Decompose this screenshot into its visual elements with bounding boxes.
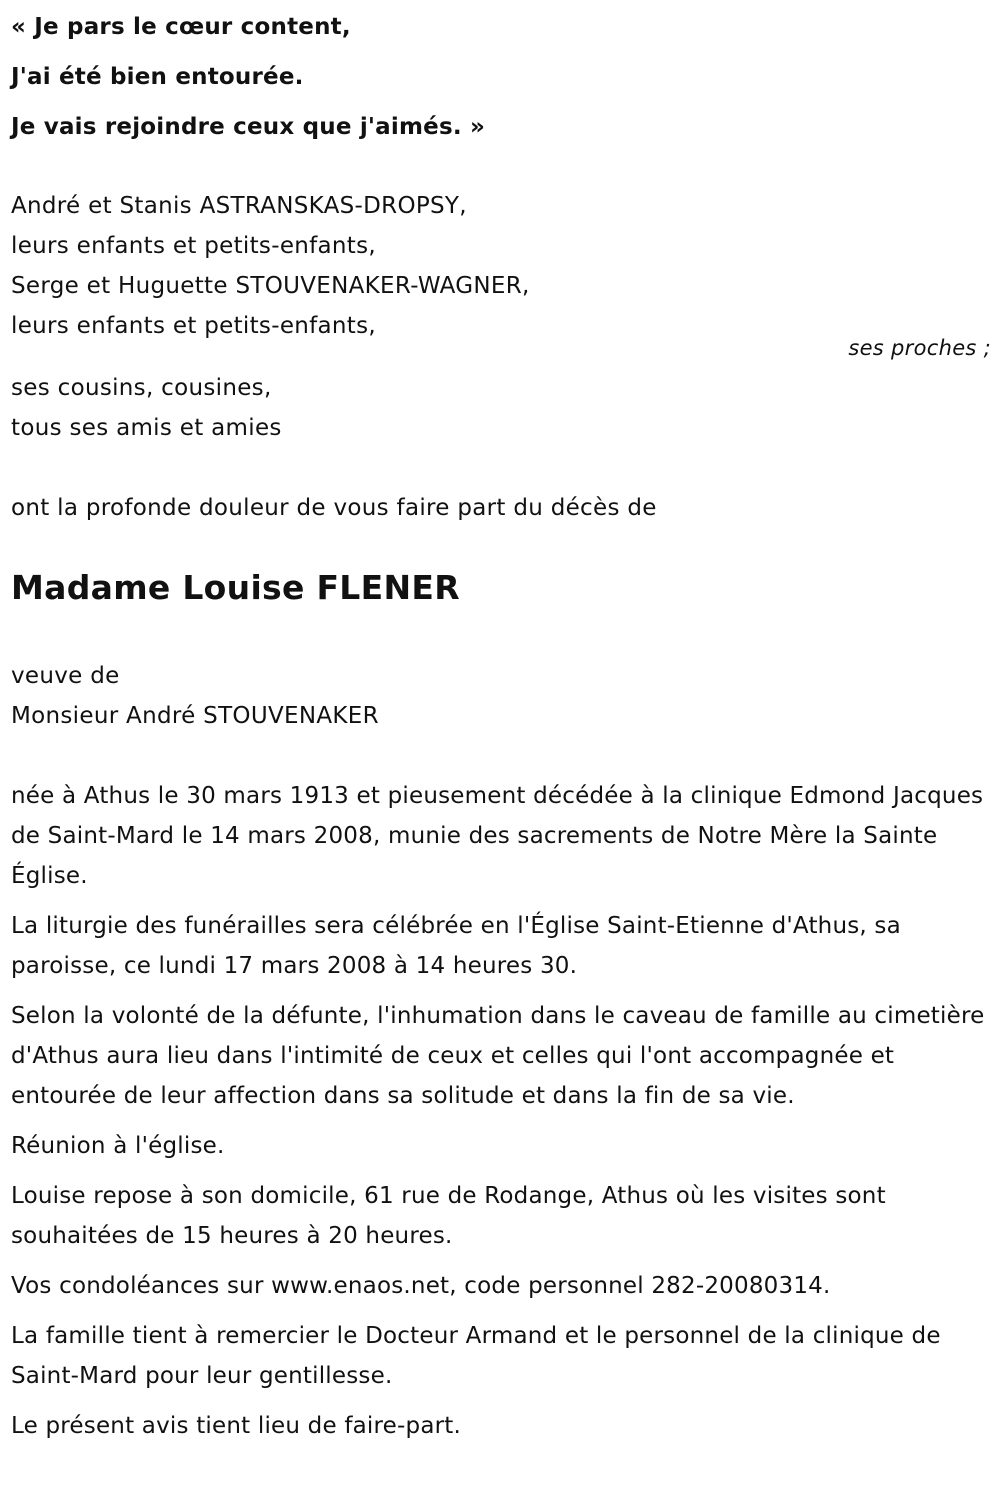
other-relatives: [11, 368, 282, 448]
widow-of: [11, 656, 379, 736]
body-paragraph-funeral: La liturgie des funérailles sera célébrée en l'Église Saint-Etienne d'Athus, sa paroisse, ce lundi 17 mars 2008 à 14 heures 30.: [11, 913, 901, 979]
epigraph-quote: [11, 2, 485, 152]
proches-label: ses proches ;: [848, 336, 991, 360]
relatives-line: tous ses amis et amies: [11, 415, 282, 441]
late-husband-name: Monsieur André STOUVENAKER: [11, 703, 379, 729]
quote-line: Je vais rejoindre ceux que j'aimés. »: [11, 114, 486, 140]
body-paragraph-birth-death: née à Athus le 30 mars 1913 et pieusement décédée à la clinique Edmond Jacques de Saint-Mard le 14 mars 2008, munie des sacrements de Notre Mère la Sainte Église.: [11, 783, 984, 889]
body-paragraph-condolences: Vos condoléances sur www.enaos.net, code personnel 282-20080314.: [11, 1273, 831, 1299]
quote-line: « Je pars le cœur content,: [11, 14, 351, 40]
notice-body: [11, 776, 996, 1456]
obituary-notice: [11, 0, 991, 1497]
family-list: [11, 186, 530, 346]
body-paragraph-burial: Selon la volonté de la défunte, l'inhumation dans le caveau de famille au cimetière d'Athus aura lieu dans l'intimité de ceux et celles qui l'ont accompagnée et entourée de leur affection dans sa solitude et dans la fin de sa vie.: [11, 1003, 985, 1109]
family-line: leurs enfants et petits-enfants,: [11, 313, 377, 339]
body-paragraph-meeting: Réunion à l'église.: [11, 1133, 225, 1159]
family-line: leurs enfants et petits-enfants,: [11, 233, 377, 259]
family-line: Serge et Huguette STOUVENAKER-WAGNER,: [11, 273, 530, 299]
relatives-line: ses cousins, cousines,: [11, 375, 272, 401]
quote-line: J'ai été bien entourée.: [11, 64, 304, 90]
family-line: André et Stanis ASTRANSKAS-DROPSY,: [11, 193, 467, 219]
widow-label: veuve de: [11, 663, 120, 689]
body-paragraph-thanks: La famille tient à remercier le Docteur Armand et le personnel de la clinique de Saint-Mard pour leur gentillesse.: [11, 1323, 941, 1389]
deceased-name: Madame Louise FLENER: [11, 568, 460, 607]
body-paragraph-visits: Louise repose à son domicile, 61 rue de Rodange, Athus où les visites sont souhaitées de 15 heures à 20 heures.: [11, 1183, 886, 1249]
body-paragraph-notice: Le présent avis tient lieu de faire-part.: [11, 1413, 462, 1439]
announcement-text: ont la profonde douleur de vous faire part du décès de: [11, 495, 657, 521]
